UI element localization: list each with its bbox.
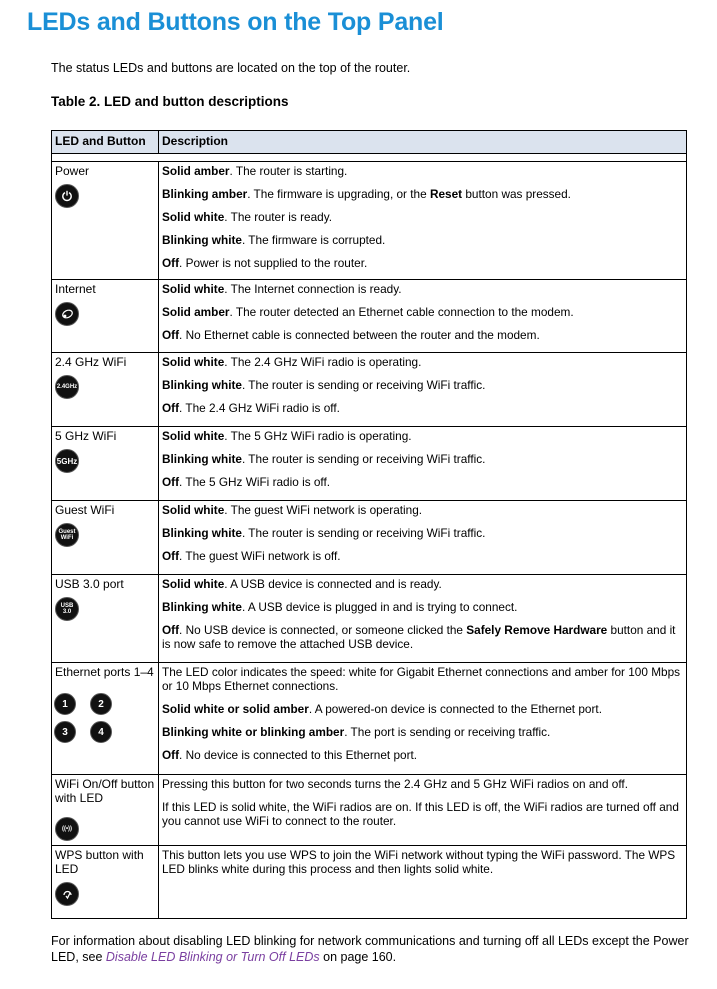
state-text: . Power is not supplied to the router. (179, 256, 368, 270)
description-cell (159, 663, 686, 774)
state-text: . The router is ready. (224, 210, 333, 224)
description-line (162, 577, 683, 591)
state-text: . A USB device is connected and is ready. (224, 577, 442, 591)
state-text: button was pressed. (462, 187, 571, 201)
description-cell (159, 427, 686, 500)
ethernet-port-3-icon: 3 (54, 721, 76, 743)
led-name-cell (52, 663, 159, 774)
led-name-cell (52, 575, 159, 662)
table-row (52, 575, 686, 663)
button-name: Safely Remove Hardware (466, 623, 608, 637)
state-label: Off (162, 748, 180, 762)
wifi-2-4ghz-icon: 2.4GHz (55, 375, 79, 399)
description-line (162, 725, 683, 739)
state-text: . A USB device is plugged in and is trying to connect. (241, 600, 518, 614)
description-line (162, 305, 683, 319)
state-label: Solid white (162, 577, 225, 591)
wifi-5ghz-icon: 5GHz (55, 449, 79, 473)
description-line (162, 282, 683, 296)
state-text: . The port is sending or receiving traffic. (344, 725, 551, 739)
state-label: Off (162, 256, 180, 270)
table-row (52, 663, 686, 775)
description-line (162, 355, 683, 369)
footer-page-ref: on page 160. (319, 950, 397, 964)
description-line (162, 800, 683, 828)
led-name-cell (52, 846, 159, 918)
state-text: . The router is starting. (229, 164, 348, 178)
header-description: Description (162, 134, 229, 148)
description-line (162, 429, 683, 443)
description-line (162, 600, 683, 614)
state-text: . The router is sending or receiving WiFi traffic. (241, 452, 486, 466)
table-row (52, 162, 686, 280)
intro-text: The status LEDs and buttons are located on the top of the router. (51, 61, 411, 75)
description-cell (159, 846, 686, 918)
state-text: button and it is now safe to remove the attached USB device. (162, 623, 676, 651)
led-name: Power (55, 164, 90, 178)
description-line (162, 777, 683, 791)
state-label: Blinking amber (162, 187, 248, 201)
led-name: Internet (55, 282, 96, 296)
led-name-cell (52, 427, 159, 500)
state-label: Off (162, 475, 180, 489)
wps-button-icon (55, 882, 79, 906)
header-led-button: LED and Button (52, 131, 159, 153)
description-line (162, 848, 683, 876)
state-label: Solid white (162, 429, 225, 443)
table-caption: Table 2. LED and button descriptions (51, 94, 289, 109)
led-name: Ethernet ports 1–4 (55, 665, 154, 679)
table-row (52, 775, 686, 846)
state-text: Pressing this button for two seconds turns the 2.4 GHz and 5 GHz WiFi radios on and off. (162, 777, 628, 791)
state-label: Off (162, 623, 180, 637)
description-line (162, 665, 683, 693)
state-text: . The firmware is corrupted. (241, 233, 386, 247)
state-label: Solid white (162, 355, 225, 369)
description-line (162, 328, 683, 342)
state-text: . The 5 GHz WiFi radio is operating. (224, 429, 412, 443)
led-name: WiFi On/Off button with LED (55, 777, 155, 805)
power-icon (55, 184, 79, 208)
led-name-cell (52, 162, 159, 279)
description-cell (159, 501, 686, 574)
led-name-cell (52, 280, 159, 352)
state-text: . The Internet connection is ready. (224, 282, 402, 296)
table-row (52, 846, 686, 918)
state-label: Blinking white (162, 600, 242, 614)
state-text: . A powered-on device is connected to the Ethernet port. (308, 702, 602, 716)
state-text: . The router is sending or receiving WiFi traffic. (241, 378, 486, 392)
description-line (162, 401, 683, 415)
led-name: 5 GHz WiFi (55, 429, 117, 443)
state-label: Solid amber (162, 305, 230, 319)
state-text: . No USB device is connected, or someone clicked the (179, 623, 467, 637)
description-line (162, 233, 683, 247)
state-label: Blinking white (162, 378, 242, 392)
led-name-cell (52, 775, 159, 845)
led-button-table (51, 130, 687, 919)
wifi-button-icon: ((•)) (55, 817, 79, 841)
header-spacer (52, 154, 686, 162)
description-line (162, 702, 683, 716)
description-line (162, 256, 683, 270)
state-label: Off (162, 401, 180, 415)
description-cell (159, 353, 686, 426)
state-label: Solid white or solid amber (162, 702, 309, 716)
table-row (52, 501, 686, 575)
description-line (162, 187, 683, 201)
usb-icon: USB 3.0 (55, 597, 79, 621)
state-label: Solid amber (162, 164, 230, 178)
state-label: Blinking white (162, 233, 242, 247)
table-row (52, 427, 686, 501)
state-label: Blinking white (162, 452, 242, 466)
description-cell (159, 775, 686, 845)
ethernet-port-1-icon: 1 (54, 693, 76, 715)
led-name: Guest WiFi (55, 503, 115, 517)
state-text: . No Ethernet cable is connected between the router and the modem. (179, 328, 540, 342)
table-header (52, 131, 686, 154)
internet-icon (55, 302, 79, 326)
description-line (162, 164, 683, 178)
description-line (162, 452, 683, 466)
description-line (162, 526, 683, 540)
ethernet-port-2-icon: 2 (90, 693, 112, 715)
state-text: . The router is sending or receiving WiFi traffic. (241, 526, 486, 540)
state-text: . The guest WiFi network is off. (179, 549, 341, 563)
state-text: . The 5 GHz WiFi radio is off. (179, 475, 331, 489)
description-line (162, 210, 683, 224)
description-line (162, 623, 683, 651)
led-name: 2.4 GHz WiFi (55, 355, 127, 369)
page-title: LEDs and Buttons on the Top Panel (27, 8, 444, 36)
guest-wifi-icon: Guest WiFi (55, 523, 79, 547)
state-text: . The guest WiFi network is operating. (224, 503, 423, 517)
led-name: WPS button with LED (55, 848, 144, 876)
led-blinking-link[interactable]: Disable LED Blinking or Turn Off LEDs (105, 950, 320, 964)
table-row (52, 353, 686, 427)
state-text: The LED color indicates the speed: white for Gigabit Ethernet connections and amber for 100 Mbps or 10 Mbps Ethernet connections. (162, 665, 681, 693)
led-name: USB 3.0 port (55, 577, 124, 591)
description-cell (159, 280, 686, 352)
state-label: Blinking white or blinking amber (162, 725, 345, 739)
ethernet-port-4-icon: 4 (90, 721, 112, 743)
state-label: Off (162, 328, 180, 342)
state-text: If this LED is solid white, the WiFi radios are on. If this LED is off, the WiFi radios are turned off and you cannot use WiFi to connect to the router. (162, 800, 679, 828)
state-label: Solid white (162, 210, 225, 224)
state-text: . The 2.4 GHz WiFi radio is off. (179, 401, 340, 415)
description-line (162, 748, 683, 762)
footer-note (51, 933, 691, 965)
state-text: . No device is connected to this Ethernet port. (179, 748, 418, 762)
state-label: Solid white (162, 503, 225, 517)
description-cell (159, 575, 686, 662)
state-text: . The 2.4 GHz WiFi radio is operating. (224, 355, 422, 369)
description-line (162, 475, 683, 489)
description-line (162, 378, 683, 392)
state-label: Off (162, 549, 180, 563)
description-line (162, 503, 683, 517)
table-row (52, 280, 686, 353)
state-text: This button lets you use WPS to join the WiFi network without typing the WiFi password. The WPS LED blinks white during this process and then lights solid white. (162, 848, 676, 876)
led-name-cell (52, 501, 159, 574)
button-name: Reset (429, 187, 463, 201)
state-label: Solid white (162, 282, 225, 296)
state-text: . The firmware is upgrading, or the (247, 187, 430, 201)
led-name-cell (52, 353, 159, 426)
state-text: . The router detected an Ethernet cable connection to the modem. (229, 305, 574, 319)
description-cell (159, 162, 686, 279)
description-line (162, 549, 683, 563)
state-label: Blinking white (162, 526, 242, 540)
footer-text: For information about disabling LED blinking for network communications and turning off all LEDs except the Power LED, see (51, 934, 689, 964)
